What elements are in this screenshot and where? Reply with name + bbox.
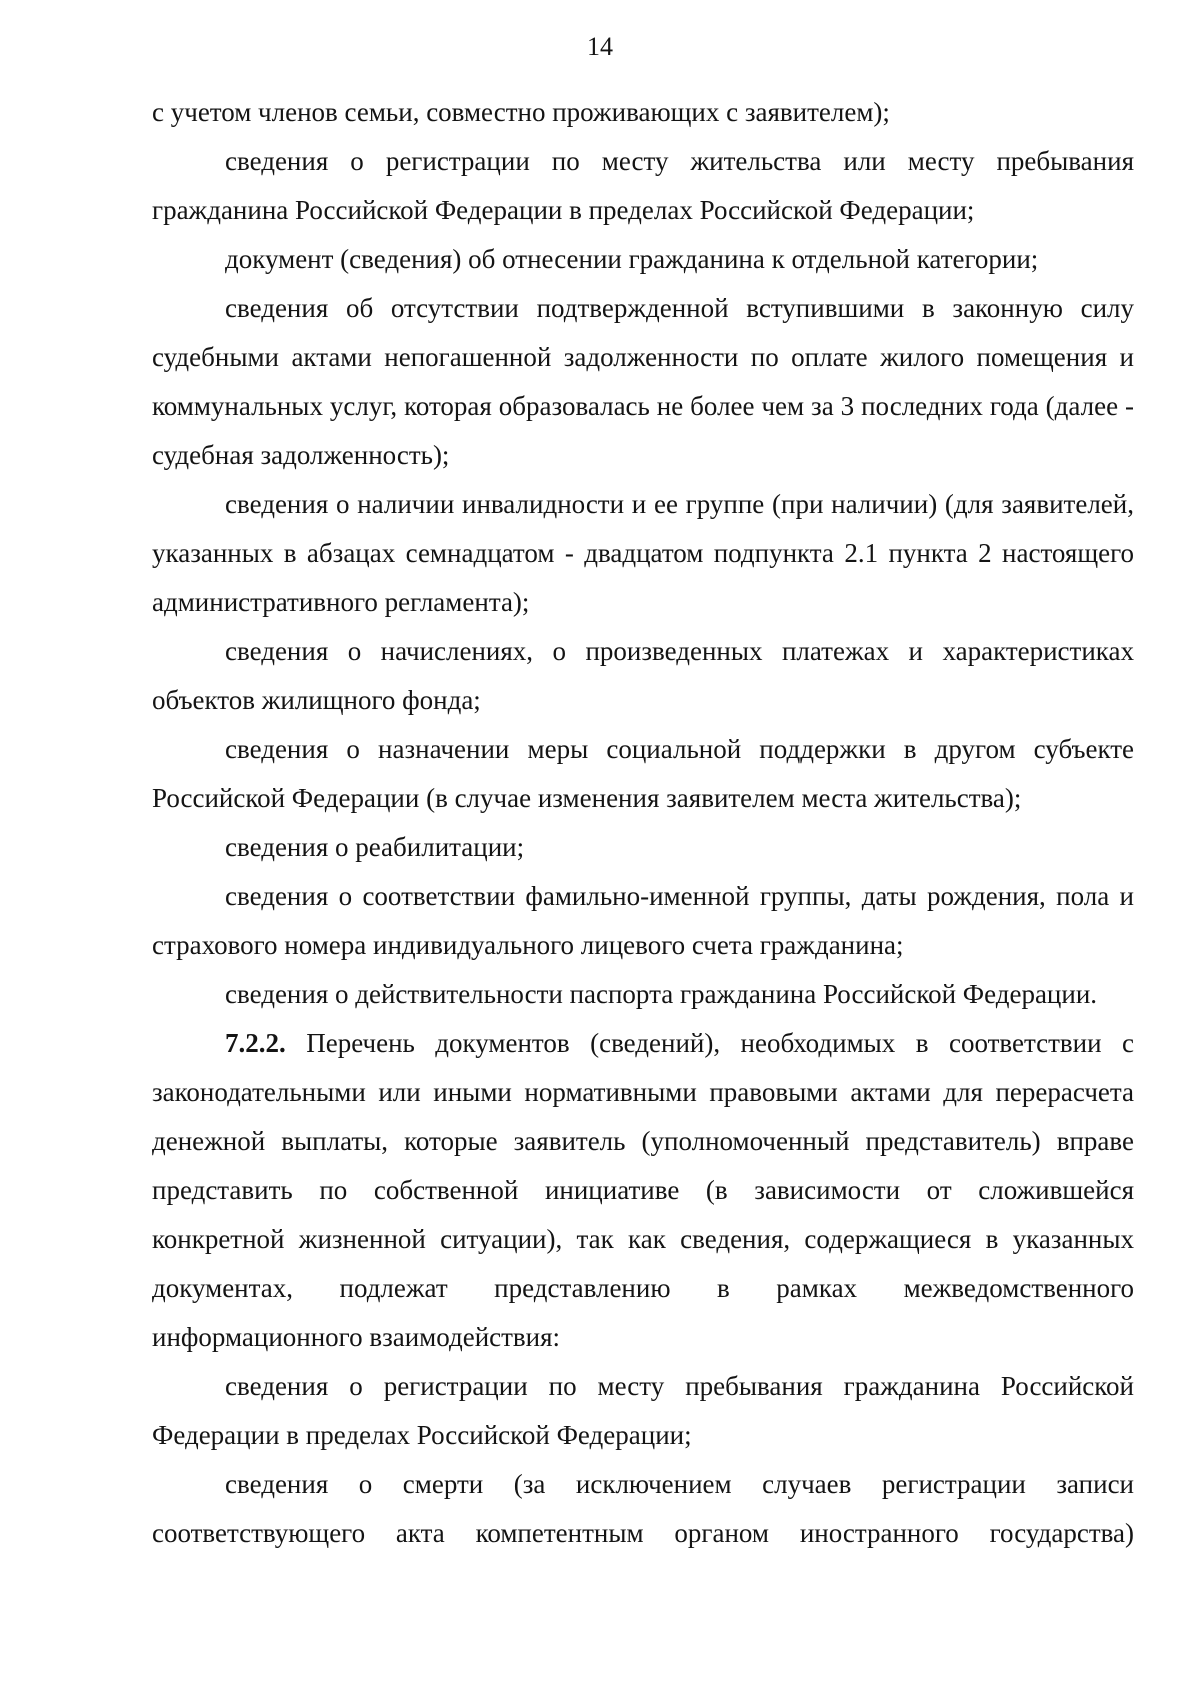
section-number: 7.2.2. [225,1028,286,1058]
paragraph: сведения о начислениях, о произведенных платежах и характеристиках объектов жилищного фонда; [152,636,1134,715]
page-number: 14 [587,32,613,61]
paragraph: сведения о наличии инвалидности и ее группе (при наличии) (для заявителей, указанных в абзацах семнадцатом - двадцатом подпункта 2.1 пункта 2 настоящего административного регламента); [152,489,1134,617]
paragraph-section-7-2-2 [152,1019,1134,1362]
paragraph: сведения о назначении меры социальной поддержки в другом субъекте Российской Федерации (в случае изменения заявителем места жительства); [152,734,1134,813]
paragraph: сведения об отсутствии подтвержденной вступившими в законную силу судебными актами непогашенной задолженности по оплате жилого помещения и коммунальных услуг, которая образовалась не более чем за 3 последних года (далее - судебная задолженность); [152,293,1134,470]
paragraph: с учетом членов семьи, совместно проживающих с заявителем); [152,97,890,127]
paragraph: документ (сведения) об отнесении гражданина к отдельной категории; [225,244,1039,274]
paragraph: сведения о смерти (за исключением случаев регистрации записи соответствующего акта компетентным органом иностранного государства) [152,1469,1134,1548]
paragraph: сведения о действительности паспорта гражданина Российской Федерации. [225,979,1098,1009]
paragraph: сведения о регистрации по месту пребывания гражданина Российской Федерации в пределах Российской Федерации; [152,1371,1134,1450]
section-text: Перечень документов (сведений), необходимых в соответствии с законодательными или иными нормативными правовыми актами для перерасчета денежной выплаты, которые заявитель (уполномоченный представитель) вправе представить по собственной инициативе (в зависимости от сложившейся конкретной жизненной ситуации), так как сведения, содержащиеся в указанных документах, подлежат представлению в рамках межведомственного информационного взаимодействия: [152,1028,1134,1352]
paragraph: сведения о регистрации по месту жительства или месту пребывания гражданина Российской Федерации в пределах Российской Федерации; [152,146,1134,225]
document-body [152,88,1134,1558]
paragraph: сведения о реабилитации; [225,832,525,862]
paragraph: сведения о соответствии фамильно-именной группы, даты рождения, пола и страхового номера индивидуального лицевого счета гражданина; [152,881,1134,960]
